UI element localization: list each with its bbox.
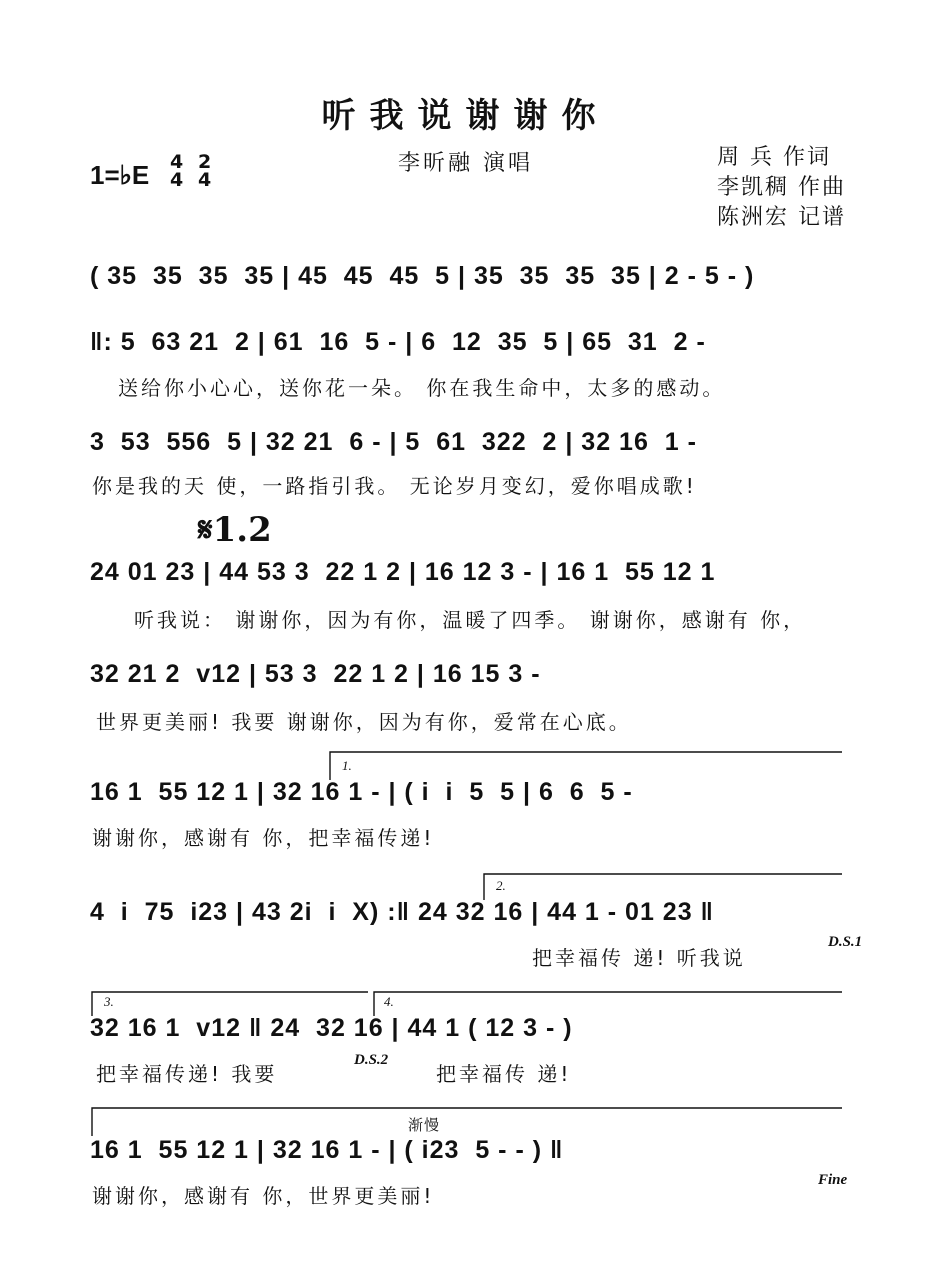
lyrics-row-4: 听我说： 谢谢你，因为有你，温暖了四季。 谢谢你，感谢有 你， <box>134 608 807 632</box>
notation-row-2: ‖: 5 63 21 2 | 61 16 5 - | 6 12 35 5 | 65 31 2 - <box>90 328 706 356</box>
lyrics-row-6: 谢谢你，感谢有 你，把幸福传递! <box>92 826 435 850</box>
lyrics-row-8-b: 把幸福传 递! <box>436 1062 572 1086</box>
time-signature-b: 2 4 <box>198 151 212 191</box>
ds1-mark: D.S.1 <box>828 934 863 950</box>
segno-mark: 𝄋1.2 <box>198 510 272 550</box>
transcriber-credit: 陈洲宏 记谱 <box>717 205 846 230</box>
notation-row-1: ( 35 35 35 35 | 45 45 45 5 | 35 35 35 35 | 2 - 5 - ) <box>90 262 755 290</box>
notation-row-9: 16 1 55 12 1 | 32 16 1 - | ( i23 5 - - ) ‖ <box>90 1136 564 1164</box>
notation-row-8: 32 16 1 v12 ‖ 24 32 16 | 44 1 ( 12 3 - ) <box>90 1014 573 1042</box>
volta-3 <box>92 992 368 1016</box>
ending-4-label: 4. <box>384 994 394 1009</box>
lyricist-credit: 周 兵 作词 <box>717 145 831 170</box>
notation-row-3: 3 53 556 5 | 32 21 6 - | 5 61 322 2 | 32 16 1 - <box>90 428 697 456</box>
ending-2-label: 2. <box>496 878 506 893</box>
lyrics-row-3: 你是我的天 使，一路指引我。 无论岁月变幻，爱你唱成歌! <box>92 474 697 498</box>
notation-row-4: 24 01 23 | 44 53 3 22 1 2 | 16 12 3 - | 16 1 55 12 1 <box>90 558 716 586</box>
volta-2 <box>484 874 842 900</box>
volta-1 <box>330 752 842 780</box>
ds2-mark: D.S.2 <box>354 1052 389 1068</box>
fine-mark: Fine <box>818 1172 848 1188</box>
volta-4 <box>374 992 842 1016</box>
lyrics-row-7: 把幸福传 递! 听我说 <box>532 946 746 970</box>
lyrics-row-5: 世界更美丽! 我要 谢谢你，因为有你，爱常在心底。 <box>96 710 632 734</box>
composer-credit: 李凯稠 作曲 <box>717 175 846 200</box>
lyrics-row-9: 谢谢你，感谢有 你，世界更美丽! <box>92 1184 435 1208</box>
time-signature-a: 4 4 <box>170 151 184 191</box>
notation-row-6: 16 1 55 12 1 | 32 16 1 - | ( i i 5 5 | 6 6 5 - <box>90 778 641 806</box>
ending-3-label: 3. <box>104 994 114 1009</box>
song-title: 听我说谢谢你 <box>321 96 610 136</box>
volta-final <box>92 1108 842 1136</box>
notation-row-5: 32 21 2 v12 | 53 3 22 1 2 | 16 15 3 - <box>90 660 541 688</box>
ending-1-label: 1. <box>342 758 352 773</box>
lyrics-row-2: 送给你小心心，送你花一朵。 你在我生命中，太多的感动。 <box>118 376 726 400</box>
tempo-marking: 渐慢 <box>408 1116 441 1134</box>
notation-row-7: 4 i 75 i23 | 43 2i i X) :‖ 24 32 16 | 44 1 - 01 23 ‖ <box>90 898 714 926</box>
singer-credit: 李昕融 演唱 <box>398 151 533 176</box>
lyrics-row-8-a: 把幸福传递! 我要 <box>96 1062 278 1086</box>
key-signature: 1=♭E <box>90 160 150 190</box>
